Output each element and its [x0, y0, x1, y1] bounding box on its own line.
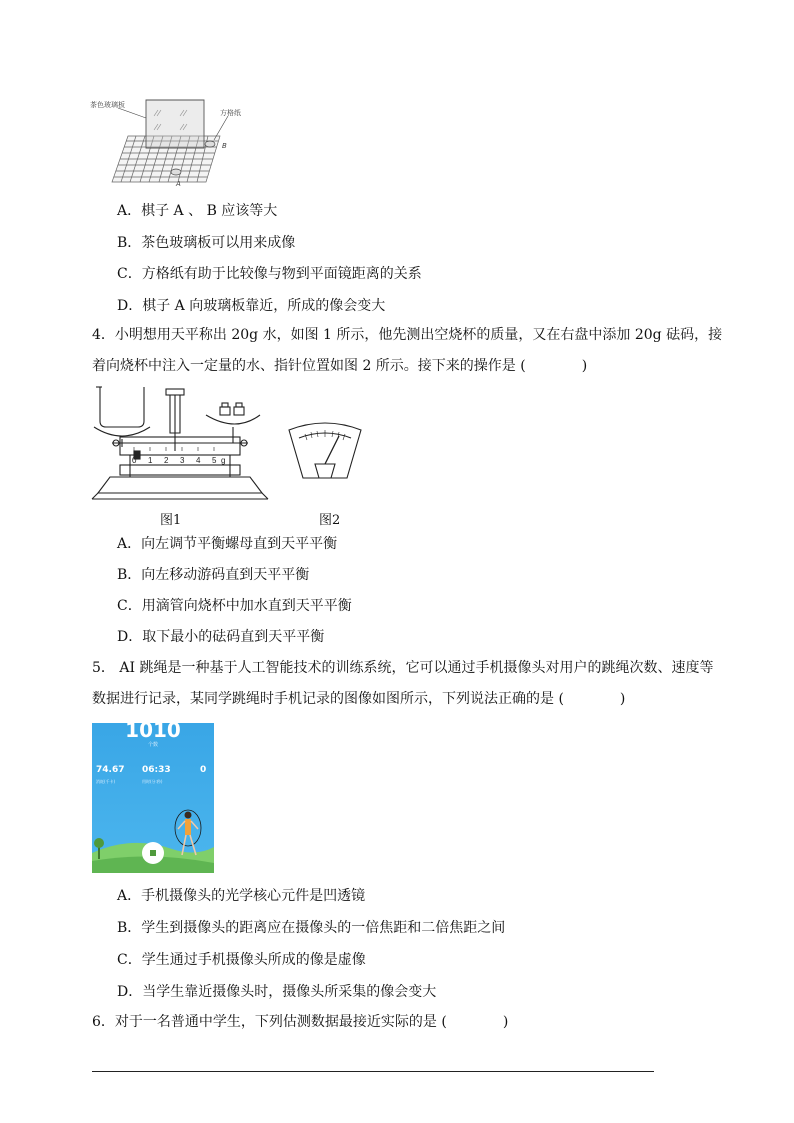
scale-tick-5: 5 [212, 456, 217, 465]
scale-unit: g [221, 456, 226, 465]
scale-tick-2: 2 [164, 456, 169, 465]
speed-value: 0 [200, 765, 207, 775]
q5-option-c: C．学生通过手机摄像头所成的像是虚像 [117, 952, 366, 968]
jump-count-unit: 个数 [147, 742, 158, 748]
jump-count: 1010 [125, 723, 181, 742]
scale-tick-3: 3 [180, 456, 185, 465]
pointer-dial-figure [285, 420, 365, 482]
q4-option-c: C．用滴管向烧杯中加水直到天平平衡 [117, 598, 352, 614]
piece-a-label: A [176, 180, 181, 188]
scale-tick-1: 1 [148, 456, 153, 465]
q4-stem-line2: 着向烧杯中注入一定量的水、指针位置如图 2 所示。接下来的操作是 ( ) [92, 358, 588, 374]
piece-b-label: B [222, 142, 227, 150]
duration-label: 用时(分:秒) [142, 779, 163, 784]
glass-plate-label: 茶色玻璃板 [90, 101, 125, 109]
scale-tick-4: 4 [196, 456, 201, 465]
q4-option-a: A．向左调节平衡螺母直到天平平衡 [117, 536, 338, 552]
q5-option-a: A．手机摄像头的光学核心元件是凹透镜 [117, 888, 366, 904]
figure-1-label: 图1 [160, 513, 182, 528]
q5-option-d: D．当学生靠近摄像头时，摄像头所采集的像会变大 [117, 984, 437, 1000]
duration-value: 06:33 [142, 765, 171, 775]
q4-option-d: D．取下最小的砝码直到天平平衡 [117, 629, 325, 645]
q5-stem-line1: 5． AI 跳绳是一种基于人工智能技术的训练系统，它可以通过手机摄像头对用户的跳绳次数、速度等 [92, 660, 714, 676]
balance-figure [90, 381, 270, 505]
calories-value: 74.67 [96, 765, 125, 775]
q4-stem-line1: 4．小明想用天平称出 20g 水，如图 1 所示，他先测出空烧杯的质量，又在右盘中添加 20g 砝码，接 [92, 327, 723, 343]
q3-option-a: A．棋子 A 、 B 应该等大 [117, 203, 278, 219]
q5-stem-line2: 数据进行记录，某同学跳绳时手机记录的图像如图所示，下列说法正确的是 ( ) [92, 691, 626, 707]
phone-screen-image [92, 723, 214, 873]
q3-option-d: D．棋子 A 向玻璃板靠近，所成的像会变大 [117, 298, 386, 314]
q3-option-c: C．方格纸有助于比较像与物到平面镜距离的关系 [117, 266, 422, 282]
q6-stem-line1: 6．对于一名普通中学生，下列估测数据最接近实际的是 ( ) [92, 1014, 509, 1030]
scale-tick-0: 0 [132, 456, 137, 465]
grid-paper-label: 方格纸 [220, 109, 241, 117]
mirror-experiment-figure [88, 96, 258, 188]
calories-label: 消耗(千卡) [96, 779, 116, 784]
q3-option-b: B．茶色玻璃板可以用来成像 [117, 235, 296, 251]
footer-divider [92, 1071, 654, 1072]
figure-2-label: 图2 [319, 513, 341, 528]
q4-option-b: B．向左移动游码直到天平平衡 [117, 567, 310, 583]
q5-option-b: B．学生到摄像头的距离应在摄像头的一倍焦距和二倍焦距之间 [117, 920, 506, 936]
